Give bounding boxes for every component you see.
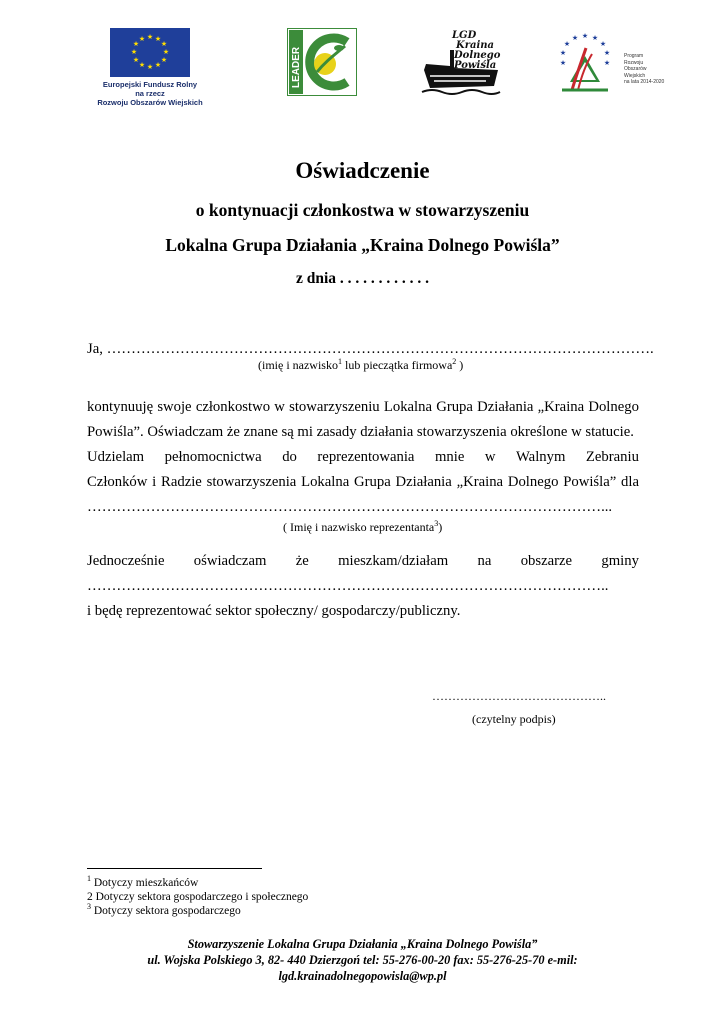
svg-text:★: ★ bbox=[162, 48, 170, 56]
footnote-mark: 2 bbox=[452, 357, 457, 366]
word: Dolnego bbox=[507, 474, 559, 490]
word: Radzie bbox=[161, 474, 202, 490]
lgd-label: Dolnego bbox=[454, 50, 501, 61]
caption-text: ) bbox=[456, 358, 464, 372]
word: mieszkam/działam bbox=[338, 553, 449, 569]
word: stowarzyszeniu bbox=[289, 399, 380, 415]
word: „Kraina bbox=[456, 474, 504, 490]
leader-label: LEADER bbox=[291, 46, 302, 88]
association-name: Lokalna Grupa Działania „Kraina Dolnego Powiśla” bbox=[165, 235, 560, 255]
footnote-mark: 1 bbox=[337, 357, 342, 366]
paragraph-line-1 bbox=[87, 399, 639, 416]
prow-caption-line: Obszarów bbox=[624, 66, 647, 72]
svg-text:★: ★ bbox=[138, 61, 146, 69]
signature-dots: …………………………………….. bbox=[432, 689, 606, 703]
word: i bbox=[152, 474, 157, 490]
word: Lokalna bbox=[383, 399, 432, 415]
svg-text:★: ★ bbox=[146, 33, 154, 41]
word: Grupa bbox=[436, 399, 473, 415]
footer-organization: Stowarzyszenie Lokalna Grupa Działania „Kraina Dolnego Powiśla” bbox=[187, 937, 538, 951]
prow-caption-line: Wiejskich bbox=[624, 72, 646, 79]
eu-caption-line: Europejski Fundusz Rolny bbox=[102, 80, 198, 89]
svg-text:★: ★ bbox=[571, 34, 579, 42]
footer-email: lgd.krainadolnegopowisla@wp.pl bbox=[278, 969, 447, 983]
eu-flag-logo bbox=[110, 28, 190, 77]
svg-text:★: ★ bbox=[559, 49, 567, 57]
footnote-text: 2 Dotyczy sektora gospodarczego i społecznego bbox=[87, 891, 309, 903]
footnote-3 bbox=[87, 902, 241, 917]
paragraph-line-2: Powiśla”. Oświadczam że znane są mi zasady działania stowarzyszenia określone w statucie. bbox=[87, 424, 634, 440]
paragraph-line-3 bbox=[87, 449, 639, 466]
svg-text:★: ★ bbox=[559, 59, 567, 67]
word: w bbox=[484, 449, 496, 465]
svg-text:★: ★ bbox=[154, 35, 162, 43]
footnote-mark: 3 bbox=[87, 902, 91, 912]
footnote-divider bbox=[87, 868, 262, 869]
word: w bbox=[274, 399, 285, 415]
caption-text: (imię i nazwisko bbox=[258, 358, 338, 372]
word: Udzielam bbox=[87, 449, 145, 465]
svg-text:★: ★ bbox=[154, 61, 162, 69]
word: Członków bbox=[87, 474, 148, 490]
signature-caption: (czytelny podpis) bbox=[472, 712, 556, 726]
svg-text:★: ★ bbox=[130, 48, 138, 56]
svg-text:★: ★ bbox=[591, 34, 599, 42]
lgd-label: Powiśla bbox=[454, 60, 497, 71]
word: gminy bbox=[601, 553, 639, 569]
municipality-dots: …………………………………………………………………………………………….. bbox=[87, 578, 609, 594]
representative-dots: ……………………………………………………………………………………………... bbox=[87, 499, 613, 515]
word: swoje bbox=[157, 399, 192, 415]
declarant-line: Ja, …………………………………………………………………………………………………. bbox=[87, 341, 654, 357]
prow-caption-line: Rozwoju bbox=[624, 59, 644, 66]
paragraph-line-5 bbox=[87, 553, 639, 570]
word: dla bbox=[621, 474, 639, 490]
svg-text:★: ★ bbox=[581, 32, 589, 40]
word: na bbox=[477, 553, 492, 569]
representative-caption bbox=[283, 520, 442, 535]
footer-address: ul. Wojska Polskiego 3, 82- 440 Dzierzgoń tel: 55-276-00-20 fax: 55-276-25-70 e-mil: bbox=[147, 953, 578, 967]
footnote-mark: 1 bbox=[87, 874, 91, 884]
word: Walnym bbox=[515, 449, 566, 465]
eu-stars-icon bbox=[110, 28, 190, 77]
word: stowarzyszenia bbox=[206, 474, 297, 490]
word: Działania bbox=[477, 399, 534, 415]
leader-logo bbox=[287, 28, 357, 96]
word: Jednocześnie bbox=[87, 553, 165, 569]
eu-caption-line: na rzecz bbox=[135, 89, 165, 98]
word: reprezentowania bbox=[317, 449, 415, 465]
lgd-label: Kraina bbox=[456, 40, 494, 51]
word: Powiśla” bbox=[563, 474, 617, 490]
prow-caption-line: na lata 2014-2020 bbox=[624, 79, 665, 85]
footnote-text: Dotyczy sektora gospodarczego bbox=[91, 905, 241, 917]
svg-text:★: ★ bbox=[132, 40, 140, 48]
word: kontynuuję bbox=[87, 399, 154, 415]
word: mnie bbox=[434, 449, 465, 465]
word: Działania bbox=[395, 474, 452, 490]
footnote-2 bbox=[87, 891, 308, 903]
word: że bbox=[295, 553, 309, 569]
word: Grupa bbox=[354, 474, 391, 490]
prow-caption-line: Program bbox=[624, 53, 644, 59]
svg-text:★: ★ bbox=[563, 40, 571, 48]
word: do bbox=[282, 449, 297, 465]
prow-logo bbox=[552, 30, 618, 94]
word: „Kraina bbox=[537, 399, 585, 415]
paragraph-line-4 bbox=[87, 474, 639, 491]
document-title: Oświadczenie bbox=[295, 158, 430, 183]
eu-caption-line: Rozwoju Obszarów Wiejskich bbox=[97, 98, 203, 107]
footnote-1 bbox=[87, 874, 199, 889]
sector-line: i będę reprezentować sektor społeczny/ gospodarczy/publiczny. bbox=[87, 603, 461, 619]
word: Lokalna bbox=[301, 474, 350, 490]
footnote-text: Dotyczy mieszkańców bbox=[91, 877, 199, 889]
caption-text: lub pieczątka firmowa bbox=[341, 358, 453, 372]
word: Zebraniu bbox=[585, 449, 639, 465]
lgd-label: LGD bbox=[452, 30, 477, 41]
document-subtitle: o kontynuacji członkostwa w stowarzyszeniu bbox=[195, 200, 530, 220]
svg-text:★: ★ bbox=[603, 49, 611, 57]
caption-text: ) bbox=[438, 520, 443, 534]
lgd-kraina-logo bbox=[420, 26, 502, 98]
word: oświadczam bbox=[193, 553, 267, 569]
eu-fund-caption bbox=[72, 80, 228, 107]
svg-text:★: ★ bbox=[160, 40, 168, 48]
word: Dolnego bbox=[588, 399, 639, 415]
caption-text: ( Imię i nazwisko reprezentanta bbox=[283, 520, 435, 534]
footnote-mark: 3 bbox=[434, 519, 439, 528]
svg-text:★: ★ bbox=[132, 56, 140, 64]
svg-text:★: ★ bbox=[146, 63, 154, 71]
svg-text:★: ★ bbox=[599, 40, 607, 48]
svg-text:★: ★ bbox=[160, 56, 168, 64]
word: obszarze bbox=[520, 553, 573, 569]
declarant-caption bbox=[258, 358, 463, 373]
date-line: z dnia . . . . . . . . . . . . bbox=[295, 270, 430, 287]
svg-text:★: ★ bbox=[138, 35, 146, 43]
word: pełnomocnictwa bbox=[164, 449, 262, 465]
svg-text:★: ★ bbox=[603, 59, 611, 67]
word: członkostwo bbox=[195, 399, 271, 415]
prow-caption bbox=[624, 53, 686, 86]
